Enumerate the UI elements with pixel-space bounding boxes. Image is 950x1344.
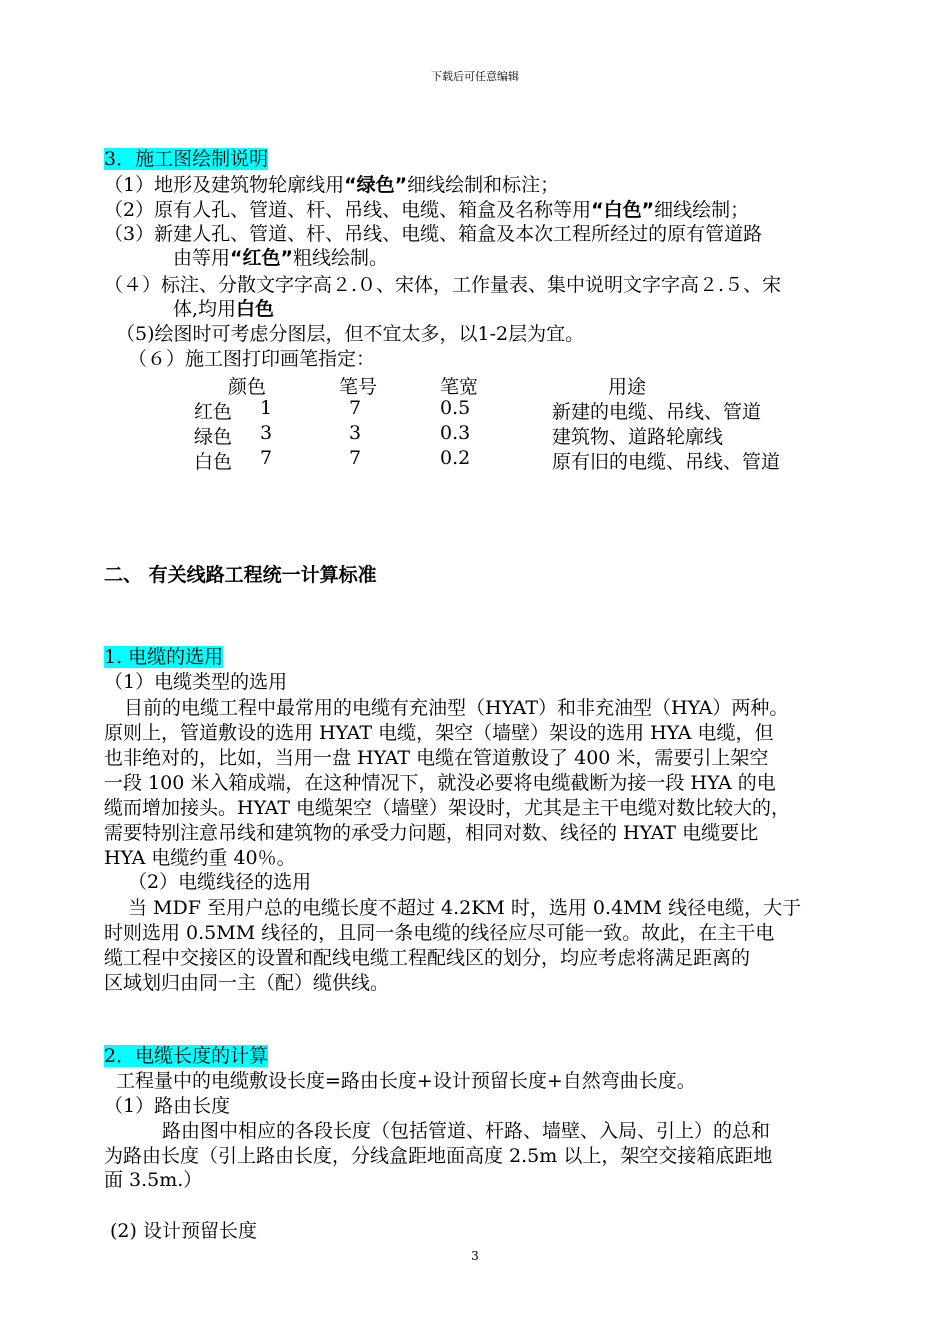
cable-type-para-line: 原则上，管道敷设的选用 HYAT 电缆，架空（墙壁）架设的选用 HYA 电缆，但 (104, 722, 774, 744)
cable-type-para-line: 一段 100 米入箱成端，在这种情况下，就没必要将电缆截断为接一段 HYA 的电 (104, 772, 776, 794)
cable-diameter-para-line: 缆工程中交接区的设置和配线电缆工程配线区的划分，均应考虑将满足距离的 (104, 947, 751, 969)
reserved-length-subheading: (2) 设计预留长度 (110, 1220, 257, 1242)
page-header: 下载后可任意编辑 (431, 70, 519, 83)
route-length-para-line: 路由图中相应的各段长度（包括管道、杆路、墙壁、入局、引上）的总和 (162, 1120, 771, 1142)
section-3-item-3-line-2: 由等用“红色”粗线绘制。 (173, 247, 389, 269)
cable-length-formula: 工程量中的电缆敷设长度=路由长度+设计预留长度+自然弯曲长度。 (116, 1070, 696, 1092)
cable-type-para-line: 目前的电缆工程中最常用的电缆有充油型（HYAT）和非充油型（HYA）两种。 (124, 697, 789, 719)
section-3-item-3-line-1: （3）新建人孔、管道、杆、吊线、电缆、箱盒及本次工程所经过的原有管道路 (104, 223, 763, 245)
section-3-item-4-line-1: （４）标注、分散文字字高２.０、宋体，工作量表、集中说明文字字高２.５、宋 (104, 274, 782, 296)
cable-diameter-para-line: 当 MDF 至用户总的电缆长度不超过 4.2KM 时，选用 0.4MM 线径电缆，大于 (128, 897, 802, 919)
cable-diameter-para-line: 区域划归由同一主（配）缆供线。 (104, 972, 390, 994)
pen-table-cell-color-no: 3 (260, 422, 273, 444)
pen-table-cell-width: 0.3 (440, 422, 471, 444)
section-3-item-4-line-2: 体,均用白色 (173, 298, 275, 320)
route-length-subheading: （1）路由长度 (104, 1095, 231, 1117)
route-length-para-line: 为路由长度（引上路由长度，分线盒距地面高度 2.5m 以上，架空交接箱底距地 (104, 1145, 773, 1167)
pen-table-cell-pen: 7 (349, 447, 362, 469)
pen-table-cell-color-no: 1 (260, 397, 273, 419)
pen-table-cell-use: 建筑物、道路轮廓线 (552, 426, 724, 448)
cable-length-title: 2．电缆长度的计算 (104, 1045, 269, 1067)
cable-type-subheading: （1）电缆类型的选用 (104, 671, 288, 693)
cable-type-para-line: 也非绝对的，比如，当用一盘 HYAT 电缆在管道敷设了 400 米，需要引上架空 (104, 747, 769, 769)
section-3-item-5: （5)绘图时可考虑分图层，但不宜太多，以1-2层为宜。 (116, 323, 585, 345)
route-length-para-line: 面 3.5m.） (104, 1169, 203, 1191)
pen-table-cell-pen: 7 (349, 397, 362, 419)
pen-table-header-width: 笔宽 (440, 376, 479, 398)
cable-type-para-line: 需要特别注意吊线和建筑物的承受力问题，相同对数、线径的 HYAT 电缆要比 (104, 822, 759, 844)
section-3-title: 3．施工图绘制说明 (104, 148, 269, 170)
cable-diameter-subheading: （2）电缆线径的选用 (128, 871, 312, 893)
page-number: 3 (471, 1249, 479, 1263)
cable-type-para-line: HYA 电缆约重 40％。 (104, 847, 296, 869)
pen-table-cell-color-no: 7 (260, 447, 273, 469)
pen-table-cell-width: 0.2 (440, 447, 471, 469)
pen-table-cell-use: 新建的电缆、吊线、管道 (552, 401, 762, 423)
pen-table-cell-color: 绿色 (194, 426, 233, 448)
section-3-item-6: （６）施工图打印画笔指定： (128, 348, 376, 370)
pen-table-cell-color: 白色 (194, 451, 233, 473)
pen-table-header-use: 用途 (608, 376, 647, 398)
pen-table-cell-width: 0.5 (440, 397, 471, 419)
chapter-2-heading: 二、 有关线路工程统一计算标准 (104, 564, 377, 586)
cable-type-para-line: 缆而增加接头。HYAT 电缆架空（墙壁）架设时，尤其是主干电缆对数比较大的， (104, 797, 791, 819)
pen-table-cell-color: 红色 (194, 401, 233, 423)
cable-selection-title: 1. 电缆的选用 (104, 646, 224, 668)
pen-table-header-color: 颜色 (228, 376, 267, 398)
cable-diameter-para-line: 时则选用 0.5MM 线径的，且同一条电缆的线径应尽可能一致。故此，在主干电 (104, 922, 775, 944)
section-3-item-1: （1）地形及建筑物轮廓线用“绿色”细线绘制和标注； (104, 174, 560, 196)
pen-table-header-pen: 笔号 (339, 376, 378, 398)
pen-table-cell-use: 原有旧的电缆、吊线、管道 (552, 451, 781, 473)
pen-table-cell-pen: 3 (349, 422, 362, 444)
section-3-item-2: （2）原有人孔、管道、杆、吊线、电缆、箱盒及名称等用“白色”细线绘制； (104, 199, 750, 221)
